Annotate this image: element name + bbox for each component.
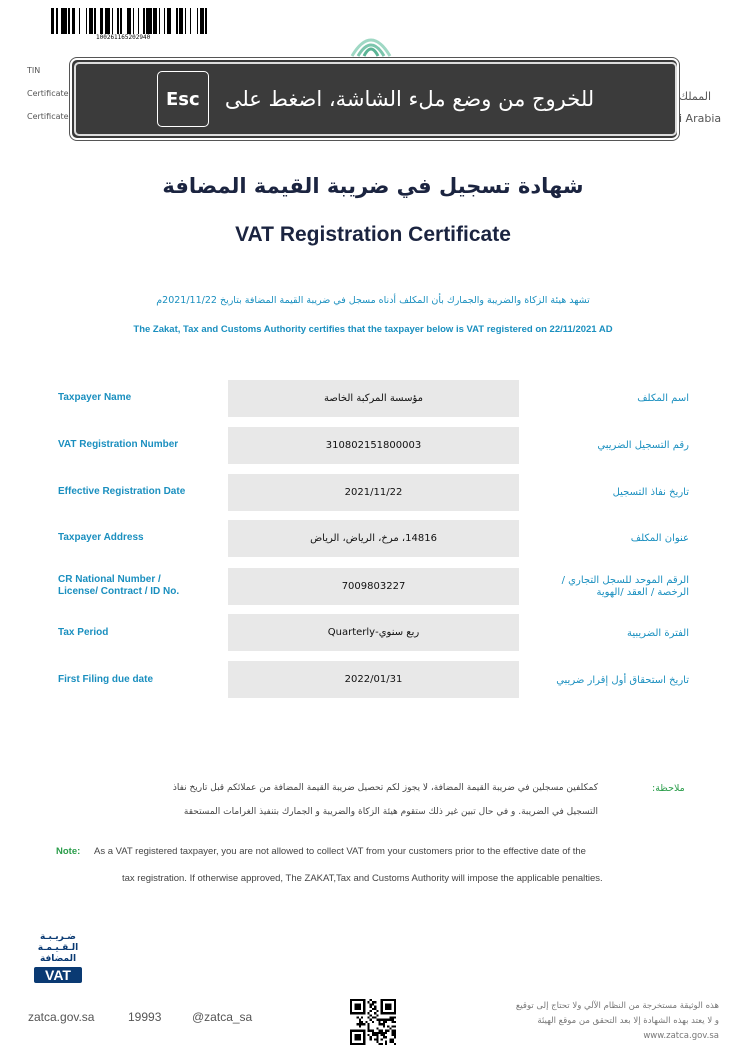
qr-module <box>394 1036 396 1038</box>
qr-module <box>372 1021 374 1023</box>
vat-logo <box>34 932 82 996</box>
label-cr-number-en-line2: License/ Contract / ID No. <box>58 586 180 597</box>
vat-logo-line1: ضـريـبـة <box>39 932 77 942</box>
qr-module <box>372 1034 374 1036</box>
label-tax-period-ar: الفترة الضريبية <box>626 628 689 639</box>
label-vat-number-en: VAT Registration Number <box>58 439 179 450</box>
qr-module <box>376 1034 378 1036</box>
qr-module <box>374 1008 376 1010</box>
qr-module <box>387 1025 389 1027</box>
value-cr-number: 7009803227 <box>228 568 519 605</box>
label-cr-number-ar-line1: الرقم الموحد للسجل التجاري / <box>561 575 689 586</box>
qr-module <box>357 1023 359 1025</box>
qr-module <box>361 1023 363 1025</box>
certifies-english: The Zakat, Tax and Customs Authority certifies that the taxpayer below is VAT registered on 22/11/2021 AD <box>133 324 613 335</box>
note-text-arabic-line2: التسجيل في الضريبة. و في حال تبين غير ذلك ستقوم هيئة الزكاة والضريبة و الجمارك بتنفيذ الغرامات المستحقة <box>183 807 598 817</box>
qr-module <box>387 1019 389 1021</box>
esc-key-button[interactable]: Esc <box>157 71 209 127</box>
footer-disclaimer-line2: و لا يعتد بهذه الشهادة إلا بعد التحقق من موقع الهيئة <box>537 1016 719 1026</box>
label-cr-number-ar <box>529 575 689 599</box>
qr-module <box>376 1038 378 1040</box>
qr-module <box>370 1019 372 1021</box>
qr-module <box>376 1019 378 1021</box>
qr-module <box>354 1034 361 1041</box>
qr-module <box>383 1036 385 1038</box>
qr-module <box>374 1038 376 1040</box>
label-vat-number-ar: رقم التسجيل الضريبي <box>597 440 689 451</box>
qr-module <box>378 1021 380 1023</box>
qr-module <box>392 1034 394 1036</box>
label-address-en: Taxpayer Address <box>58 532 144 543</box>
qr-module <box>372 1008 374 1010</box>
qr-module <box>383 1019 385 1021</box>
fullscreen-banner-content <box>74 62 677 136</box>
qr-module <box>392 1032 394 1034</box>
footer-website[interactable]: zatca.gov.sa <box>28 1010 95 1024</box>
qr-module <box>381 1034 383 1036</box>
qr-module <box>370 1038 372 1040</box>
qr-module <box>359 1025 361 1027</box>
qr-module <box>383 1023 385 1025</box>
qr-module <box>381 1038 383 1040</box>
qr-module <box>370 999 372 1001</box>
qr-module <box>374 1001 376 1003</box>
qr-module <box>381 1032 383 1034</box>
qr-module <box>370 1014 372 1016</box>
vat-logo-line2: الـقـيـمـة <box>37 943 79 953</box>
label-tax-period-en: Tax Period <box>58 627 109 638</box>
title-english: VAT Registration Certificate <box>235 223 511 246</box>
qr-module <box>368 1025 370 1027</box>
qr-module <box>378 1032 380 1034</box>
qr-module <box>370 1036 372 1038</box>
label-taxpayer-name-ar: اسم المكلف <box>637 393 689 404</box>
note-text-arabic-line1: كمكلفين مسجلين في ضريبة القيمة المضافة، لا يجوز لكم تحصيل ضريبة القيمة المضافة من عملائكم قبل تاريخ نفاذ <box>172 783 598 793</box>
qr-module <box>365 1021 367 1023</box>
label-address-ar: عنوان المكلف <box>630 533 689 544</box>
qr-module <box>385 1030 387 1032</box>
qr-module <box>376 1041 378 1043</box>
vat-logo-line3: المضافة <box>39 954 77 964</box>
vat-logo-badge: VAT <box>34 967 82 983</box>
qr-module <box>383 1021 385 1023</box>
qr-module <box>394 1043 396 1045</box>
qr-module <box>368 1027 370 1029</box>
qr-module <box>354 1003 361 1010</box>
qr-module <box>383 1032 385 1034</box>
footer-disclaimer-line1: هذه الوثيقة مستخرجة من النظام الآلي ولا تحتاج إلى توقيع <box>515 1001 719 1011</box>
qr-module <box>394 1030 396 1032</box>
meta-label-tin: TIN <box>27 66 41 75</box>
qr-module <box>383 1025 385 1027</box>
label-effective-date-ar: تاريخ نفاذ التسجيل <box>612 487 689 498</box>
qr-module <box>372 1003 374 1005</box>
note-label-arabic: ملاحظة: <box>652 783 685 794</box>
label-first-filing-en: First Filing due date <box>58 674 154 685</box>
qr-module <box>368 1030 370 1032</box>
qr-module <box>385 1021 387 1023</box>
qr-module <box>372 1030 374 1032</box>
qr-module <box>394 1025 396 1027</box>
qr-module <box>389 1017 391 1019</box>
value-first-filing: 2022/01/31 <box>228 661 519 698</box>
qr-module <box>368 1034 370 1036</box>
label-cr-number-en-line1: CR National Number / <box>58 574 161 585</box>
qr-module <box>392 1038 394 1040</box>
label-first-filing-ar: تاريخ استحقاق أول إقرار ضريبي <box>556 675 689 686</box>
value-address: 14816، مرخ، الرياض، الرياض <box>228 520 519 557</box>
certifies-arabic: تشهد هيئة الزكاة والضريبة والجمارك بأن المكلف أدناه مسجل في ضريبة القيمة المضافة بتاريخ 2021/11/22م <box>156 295 590 306</box>
qr-code-icon <box>350 999 396 1045</box>
qr-module <box>394 1017 396 1019</box>
meta-label-certificate: Certificate <box>27 89 69 98</box>
qr-module <box>381 1043 383 1045</box>
header-peek-ar: المملك <box>679 90 712 103</box>
qr-module <box>368 1017 370 1019</box>
meta-label-certificate-2: Certificate <box>27 112 69 121</box>
label-cr-number-ar-line2: الرخصة / العقد /الهوية <box>596 587 689 598</box>
barcode <box>51 8 211 34</box>
qr-module <box>368 1023 370 1025</box>
value-tax-period: ربع سنوي-Quarterly <box>228 614 519 651</box>
qr-module <box>385 1032 387 1034</box>
qr-module <box>376 1027 378 1029</box>
qr-module <box>383 1034 385 1036</box>
qr-module <box>381 1030 383 1032</box>
qr-module <box>394 1032 396 1034</box>
qr-module <box>370 1003 372 1005</box>
qr-module <box>370 1006 372 1008</box>
qr-module <box>368 1001 370 1003</box>
qr-module <box>387 1030 389 1032</box>
qr-module <box>392 1017 394 1019</box>
qr-module <box>359 1019 361 1021</box>
qr-module <box>392 1021 394 1023</box>
qr-module <box>372 1001 374 1003</box>
label-taxpayer-name-en: Taxpayer Name <box>58 392 132 403</box>
qr-module <box>385 1036 387 1038</box>
qr-module <box>392 1019 394 1021</box>
qr-module <box>394 1021 396 1023</box>
qr-module <box>376 1036 378 1038</box>
note-label-english: Note: <box>56 846 81 857</box>
qr-module <box>378 1019 380 1021</box>
qr-module <box>372 1017 374 1019</box>
barcode-bar <box>207 8 210 34</box>
qr-module <box>389 1041 391 1043</box>
qr-module <box>361 1021 363 1023</box>
value-taxpayer-name: مؤسسة المركبة الخاصة <box>228 380 519 417</box>
qr-module <box>378 1043 380 1045</box>
qr-module <box>389 1038 391 1040</box>
value-effective-date: 2021/11/22 <box>228 474 519 511</box>
qr-module <box>376 1010 378 1012</box>
title-arabic: شهادة تسجيل في ضريبة القيمة المضافة <box>162 174 584 198</box>
qr-module <box>392 1025 394 1027</box>
qr-module <box>385 1019 387 1021</box>
zatca-emblem-icon <box>348 30 394 58</box>
note-text-english-line1: As a VAT registered taxpayer, you are not allowed to collect VAT from your customers prior to the effective date of the <box>94 846 586 857</box>
qr-module <box>374 1006 376 1008</box>
footer-phone[interactable]: 19993 <box>128 1010 162 1024</box>
label-effective-date-en: Effective Registration Date <box>58 486 186 497</box>
qr-module <box>357 1017 359 1019</box>
qr-module <box>376 1032 378 1034</box>
qr-module <box>381 1019 383 1021</box>
qr-module <box>370 1030 372 1032</box>
barcode-number: 100261165202940 <box>96 34 151 41</box>
qr-module <box>385 1003 392 1010</box>
note-text-english-line2: tax registration. If otherwise approved, The ZAKAT,Tax and Customs Authority will impose the applicable penalties. <box>122 873 603 884</box>
qr-module <box>374 1017 376 1019</box>
qr-module <box>394 1034 396 1036</box>
footer-disclaimer-line3[interactable]: www.zatca.gov.sa <box>643 1031 719 1041</box>
qr-module <box>389 1027 391 1029</box>
qr-module <box>374 1032 376 1034</box>
label-cr-number-en <box>58 574 179 598</box>
qr-module <box>363 1023 365 1025</box>
qr-module <box>368 1012 370 1014</box>
qr-module <box>392 1030 394 1032</box>
qr-module <box>385 1043 387 1045</box>
qr-module <box>385 1041 387 1043</box>
qr-module <box>370 1010 372 1012</box>
qr-module <box>372 1032 374 1034</box>
qr-module <box>359 1021 361 1023</box>
qr-module <box>378 1030 380 1032</box>
qr-module <box>374 1034 376 1036</box>
qr-module <box>359 1023 361 1025</box>
footer-handle[interactable]: @zatca_sa <box>192 1010 253 1024</box>
value-vat-number: 310802151800003 <box>228 427 519 464</box>
header-peek-en: i Arabia <box>679 112 722 125</box>
qr-module <box>381 1023 383 1025</box>
qr-module <box>392 1041 394 1043</box>
qr-module <box>361 1017 363 1019</box>
qr-module <box>389 1019 391 1021</box>
qr-module <box>374 1012 376 1014</box>
qr-module <box>376 1014 378 1016</box>
fullscreen-banner-message: للخروج من وضع ملء الشاشة، اضغط على <box>224 87 595 111</box>
qr-module <box>378 1023 380 1025</box>
